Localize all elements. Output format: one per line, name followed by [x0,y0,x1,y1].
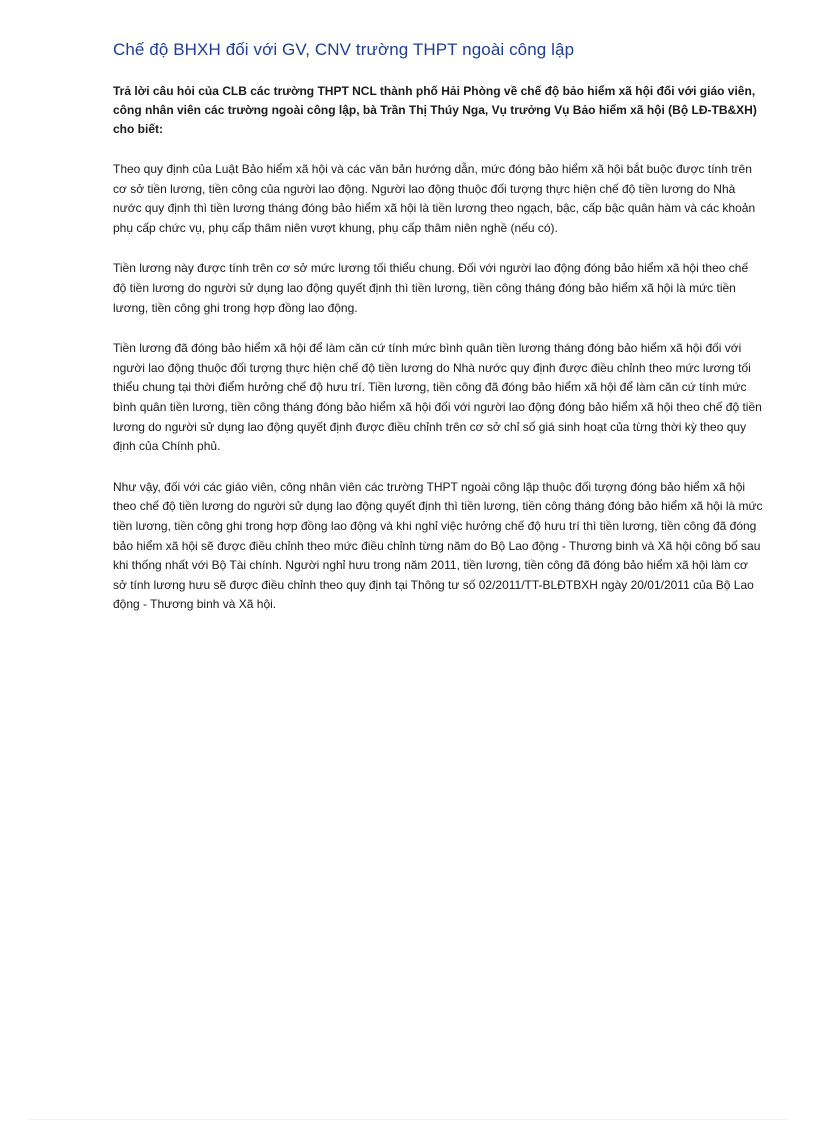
paragraph-3: Tiền lương đã đóng bảo hiểm xã hội để làm căn cứ tính mức bình quân tiền lương tháng đóng bảo hiểm xã hội đối với người lao động thuộc đối tượng thực hiện chế độ tiền lương do Nhà nước quy định được điều chỉnh theo mức lương tối thiểu chung tại thời điểm hưởng chế độ hưu trí. Tiền lương, tiền công đã đóng bảo hiểm xã hội để làm căn cứ tính mức bình quân tiền lương, tiền công tháng đóng bảo hiểm xã hội đối với người lao động đóng bảo hiểm xã hội theo chế độ tiền lương do người sử dụng lao động quyết định được điều chỉnh trên cơ sở chỉ số giá sinh hoạt của từng thời kỳ theo quy định của Chính phủ. [113,341,762,454]
paragraph-1: Theo quy định của Luật Bảo hiểm xã hội và các văn bản hướng dẫn, mức đóng bảo hiểm xã hội bắt buộc được tính trên cơ sở tiền lương, tiền công của người lao động. Người lao động thuộc đối tượng thực hiện chế độ tiền lương do Nhà nước quy định thì tiền lương tháng đóng bảo hiểm xã hội là tiền lương theo ngạch, bậc, cấp bậc quân hàm và các khoản phụ cấp chức vụ, phụ cấp thâm niên vượt khung, phụ cấp thâm niên nghề (nếu có). [113,162,756,235]
page-bottom-divider [28,1119,788,1120]
article-content [113,38,763,615]
paragraph-2: Tiền lương này được tính trên cơ sở mức lương tối thiểu chung. Đối với người lao động đóng bảo hiểm xã hội theo chế độ tiền lương do người sử dụng lao động quyết định thì tiền lương, tiền công tháng đóng bảo hiểm xã hội là mức tiền lương, tiền công ghi trong hợp đồng lao động. [113,261,749,315]
paragraph-4: Như vậy, đối với các giáo viên, công nhân viên các trường THPT ngoài công lập thuộc đối tượng đóng bảo hiểm xã hội theo chế độ tiền lương do người sử dụng lao động quyết định thì tiền lương, tiền công tháng đóng bảo hiểm xã hội là mức tiền lương, tiền công ghi trong hợp đồng lao động và khi nghỉ việc hưởng chế độ hưu trí thì tiền lương, tiền công đã đóng bảo hiểm xã hội sẽ được điều chỉnh theo mức điều chỉnh từng năm do Bộ Lao động - Thương binh và Xã hội công bố sau khi thống nhất với Bộ Tài chính. Người nghỉ hưu trong năm 2011, tiền lương, tiền công đã đóng bảo hiểm xã hội làm cơ sở tính lương hưu sẽ được điều chỉnh theo quy định tại Thông tư số 02/2011/TT-BLĐTBXH ngày 20/01/2011 của Bộ Lao động - Thương binh và Xã hội. [113,479,763,612]
article-title: Chế độ BHXH đối với GV, CNV trường THPT ngoài công lập [113,40,575,59]
article-lead: Trả lời câu hỏi của CLB các trường THPT NCL thành phố Hải Phòng về chế độ bảo hiểm xã hội đối với giáo viên, công nhân viên các trường ngoài công lập, bà Trần Thị Thúy Nga, Vụ trưởng Vụ Bảo hiểm xã hội (Bộ LĐ-TB&XH) cho biết: [113,84,757,136]
